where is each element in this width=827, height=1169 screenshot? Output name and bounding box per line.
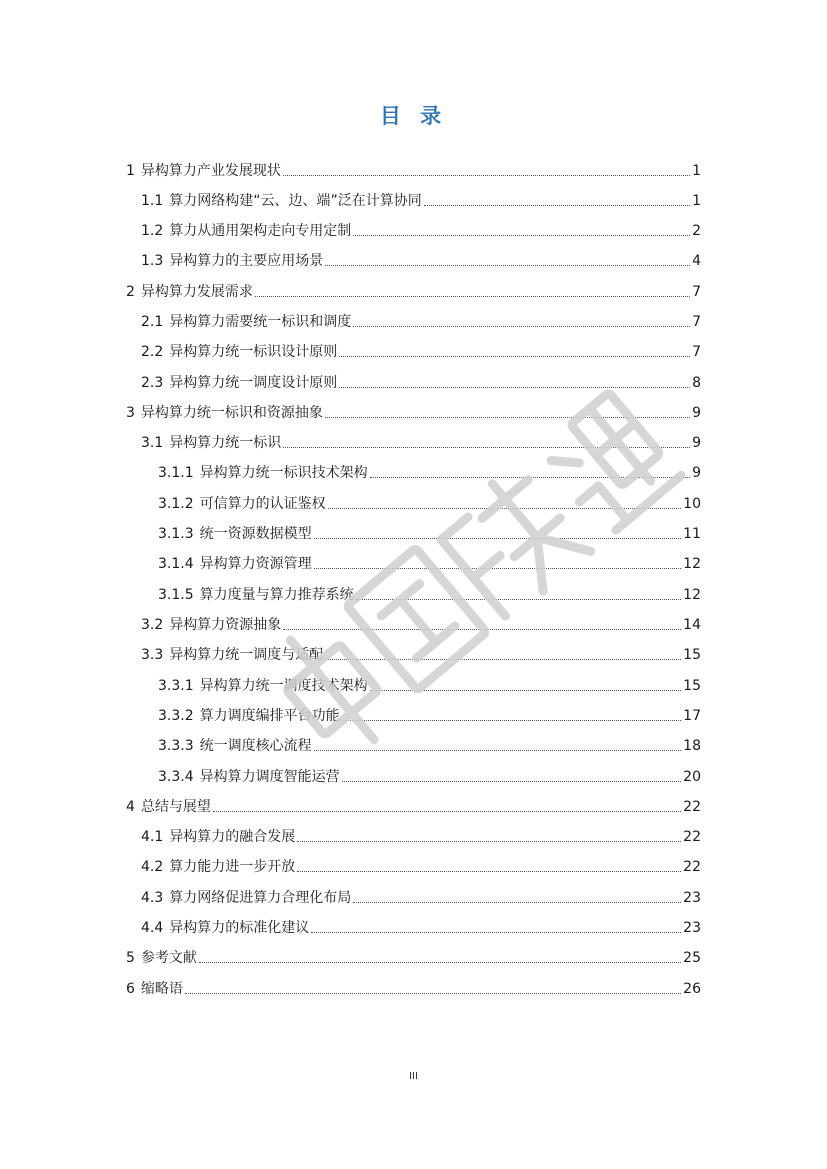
- toc-entry-label: 算力网络构建“云、边、端”泛在计算协同: [169, 193, 422, 209]
- toc-dot-leader: [283, 629, 681, 630]
- toc-entry-page: 20: [683, 769, 701, 785]
- toc-dot-leader: [255, 296, 690, 297]
- toc-entry-page: 9: [692, 435, 701, 451]
- toc-entry-page: 11: [683, 526, 701, 542]
- toc-entry[interactable]: [158, 695, 701, 725]
- toc-entry[interactable]: [141, 331, 701, 361]
- toc-entry-page: 9: [692, 405, 701, 421]
- toc-dot-leader: [339, 356, 690, 357]
- toc-dot-leader: [283, 447, 690, 448]
- toc-entry-label: 缩略语: [140, 981, 183, 997]
- toc-entry-page: 7: [692, 284, 701, 300]
- toc-entry-label: 统一资源数据模型: [199, 526, 312, 542]
- toc-dot-leader: [311, 932, 681, 933]
- toc-entry[interactable]: [141, 301, 701, 331]
- toc-entry-label: 算力调度编排平台功能: [199, 708, 340, 724]
- toc-entry-label: 异构算力的融合发展: [169, 829, 296, 845]
- toc-entry-page: 7: [692, 344, 701, 360]
- toc-entry-label: 异构算力统一调度与适配: [169, 647, 324, 663]
- toc-dot-leader: [424, 205, 690, 206]
- toc-entry-label: 异构算力产业发展现状: [140, 163, 281, 179]
- toc-entry-label: 异构算力统一标识和资源抽象: [140, 405, 323, 421]
- toc-entry-page: 15: [683, 647, 701, 663]
- toc-dot-leader: [325, 417, 690, 418]
- toc-entry-page: 1: [692, 163, 701, 179]
- toc-entry-number: 4.3: [141, 890, 164, 906]
- toc-entry[interactable]: [141, 362, 701, 392]
- toc-entry-page: 18: [683, 738, 701, 754]
- toc-entry-label: 算力网络促进算力合理化布局: [169, 890, 352, 906]
- toc-dot-leader: [342, 720, 682, 721]
- toc-entry-number: 3.3.3: [158, 738, 194, 754]
- toc-entry-page: 23: [683, 890, 701, 906]
- toc-entry[interactable]: [126, 271, 701, 301]
- toc-entry-page: 14: [683, 617, 701, 633]
- toc-entry-number: 2: [126, 284, 135, 300]
- toc-entry-label: 算力度量与算力推荐系统: [199, 587, 354, 603]
- toc-entry-label: 算力从通用架构走向专用定制: [169, 223, 352, 239]
- toc-dot-leader: [339, 387, 690, 388]
- toc-entry-label: 异构算力调度智能运营: [199, 769, 340, 785]
- toc-entry-number: 2.2: [141, 344, 164, 360]
- toc-entry-number: 3.1.2: [158, 496, 194, 512]
- toc-entry-label: 统一调度核心流程: [199, 738, 312, 754]
- toc-entry[interactable]: [141, 846, 701, 876]
- toc-entry-number: 3: [126, 405, 135, 421]
- toc-entry[interactable]: [141, 422, 701, 452]
- toc-entry-label: 异构算力统一标识: [169, 435, 282, 451]
- toc-entry-page: 2: [692, 223, 701, 239]
- toc-entry-page: 12: [683, 587, 701, 603]
- toc-entry-number: 3.1.4: [158, 556, 194, 572]
- toc-dot-leader: [213, 811, 681, 812]
- toc-entry-number: 3.3.4: [158, 769, 194, 785]
- toc-dot-leader: [283, 175, 690, 176]
- toc-dot-leader: [314, 750, 682, 751]
- toc-entry[interactable]: [126, 150, 701, 180]
- toc-dot-leader: [328, 508, 682, 509]
- toc-dot-leader: [370, 477, 690, 478]
- toc-entry[interactable]: [141, 877, 701, 907]
- toc-entry-number: 3.1.5: [158, 587, 194, 603]
- toc-entry-page: 22: [683, 799, 701, 815]
- toc-dot-leader: [356, 599, 682, 600]
- toc-entry-number: 6: [126, 981, 135, 997]
- toc-entry[interactable]: [158, 665, 701, 695]
- toc-dot-leader: [297, 871, 681, 872]
- toc-entry[interactable]: [158, 756, 701, 786]
- toc-entry-page: 17: [683, 708, 701, 724]
- toc-entry-label: 异构算力需要统一标识和调度: [169, 314, 352, 330]
- toc-entry-label: 异构算力资源管理: [199, 556, 312, 572]
- toc-entry-page: 15: [683, 678, 701, 694]
- toc-entry[interactable]: [126, 937, 701, 967]
- toc-entry[interactable]: [141, 816, 701, 846]
- toc-entry-number: 5: [126, 950, 135, 966]
- toc-entry-page: 7: [692, 314, 701, 330]
- toc-entry[interactable]: [141, 634, 701, 664]
- toc-entry-page: 25: [683, 950, 701, 966]
- toc-entry-label: 异构算力统一调度技术架构: [199, 678, 368, 694]
- toc-entry-number: 3.3: [141, 647, 164, 663]
- toc-entry[interactable]: [141, 210, 701, 240]
- toc-entry-number: 2.1: [141, 314, 164, 330]
- toc-entry-number: 1.3: [141, 253, 164, 269]
- toc-entry-page: 22: [683, 859, 701, 875]
- toc-entry[interactable]: [126, 786, 701, 816]
- toc-dot-leader: [297, 841, 681, 842]
- toc-entry-page: 10: [683, 496, 701, 512]
- toc-entry[interactable]: [141, 907, 701, 937]
- toc-dot-leader: [325, 265, 690, 266]
- page-number: III: [409, 1071, 418, 1082]
- toc-title: 目 录: [379, 104, 448, 128]
- toc-entry-number: 3.1.3: [158, 526, 194, 542]
- toc-dot-leader: [325, 659, 681, 660]
- toc-dot-leader: [353, 235, 690, 236]
- toc-entry-page: 4: [692, 253, 701, 269]
- toc-entry[interactable]: [158, 513, 701, 543]
- toc-dot-leader: [370, 690, 682, 691]
- toc-dot-leader: [314, 568, 682, 569]
- toc-entry-number: 2.3: [141, 375, 164, 391]
- toc-dot-leader: [353, 902, 681, 903]
- toc-entry[interactable]: [126, 968, 701, 998]
- toc-entry-page: 12: [683, 556, 701, 572]
- toc-entry-page: 22: [683, 829, 701, 845]
- toc-entry[interactable]: [126, 392, 701, 422]
- toc-entry-number: 4.2: [141, 859, 164, 875]
- toc-entry-label: 参考文献: [140, 950, 197, 966]
- toc-entry-page: 23: [683, 920, 701, 936]
- toc-entry-number: 3.3.1: [158, 678, 194, 694]
- toc-entry-label: 异构算力的标准化建议: [169, 920, 310, 936]
- toc-entry-label: 异构算力发展需求: [140, 284, 253, 300]
- toc-entry-page: 26: [683, 981, 701, 997]
- toc-entry-label: 异构算力统一调度设计原则: [169, 375, 338, 391]
- watermark-text: 中国联通: [230, 330, 234, 331]
- toc-entry-label: 可信算力的认证鉴权: [199, 496, 326, 512]
- toc-dot-leader: [353, 326, 690, 327]
- toc-entry-number: 3.2: [141, 617, 164, 633]
- toc-entry-page: 1: [692, 193, 701, 209]
- toc-entry[interactable]: [158, 725, 701, 755]
- toc-entry-number: 3.1.1: [158, 465, 194, 481]
- toc-entry[interactable]: [158, 574, 701, 604]
- toc-dot-leader: [199, 962, 681, 963]
- toc-entry-number: 4.1: [141, 829, 164, 845]
- toc-entry-number: 4.4: [141, 920, 164, 936]
- toc-entry-label: 算力能力进一步开放: [169, 859, 296, 875]
- toc-entry-label: 异构算力统一标识设计原则: [169, 344, 338, 360]
- toc-entry-number: 1.2: [141, 223, 164, 239]
- toc-entry-number: 1: [126, 163, 135, 179]
- toc-entry-page: 8: [692, 375, 701, 391]
- toc-entry[interactable]: [141, 180, 701, 210]
- toc-entry[interactable]: [158, 543, 701, 573]
- toc-dot-leader: [342, 781, 682, 782]
- toc-entry-number: 3.3.2: [158, 708, 194, 724]
- toc-entry-page: 9: [692, 465, 701, 481]
- toc-entry-label: 异构算力的主要应用场景: [169, 253, 324, 269]
- toc-entry[interactable]: [141, 604, 701, 634]
- toc-entry-label: 异构算力统一标识技术架构: [199, 465, 368, 481]
- toc-entry[interactable]: [158, 452, 701, 482]
- toc-entry-number: 4: [126, 799, 135, 815]
- toc-dot-leader: [314, 538, 682, 539]
- toc-entry-label: 总结与展望: [140, 799, 211, 815]
- toc-entry-label: 异构算力资源抽象: [169, 617, 282, 633]
- toc-entry[interactable]: [141, 240, 701, 270]
- toc-dot-leader: [185, 993, 681, 994]
- toc-entry[interactable]: [158, 483, 701, 513]
- toc-entry-number: 1.1: [141, 193, 164, 209]
- toc-entry-number: 3.1: [141, 435, 164, 451]
